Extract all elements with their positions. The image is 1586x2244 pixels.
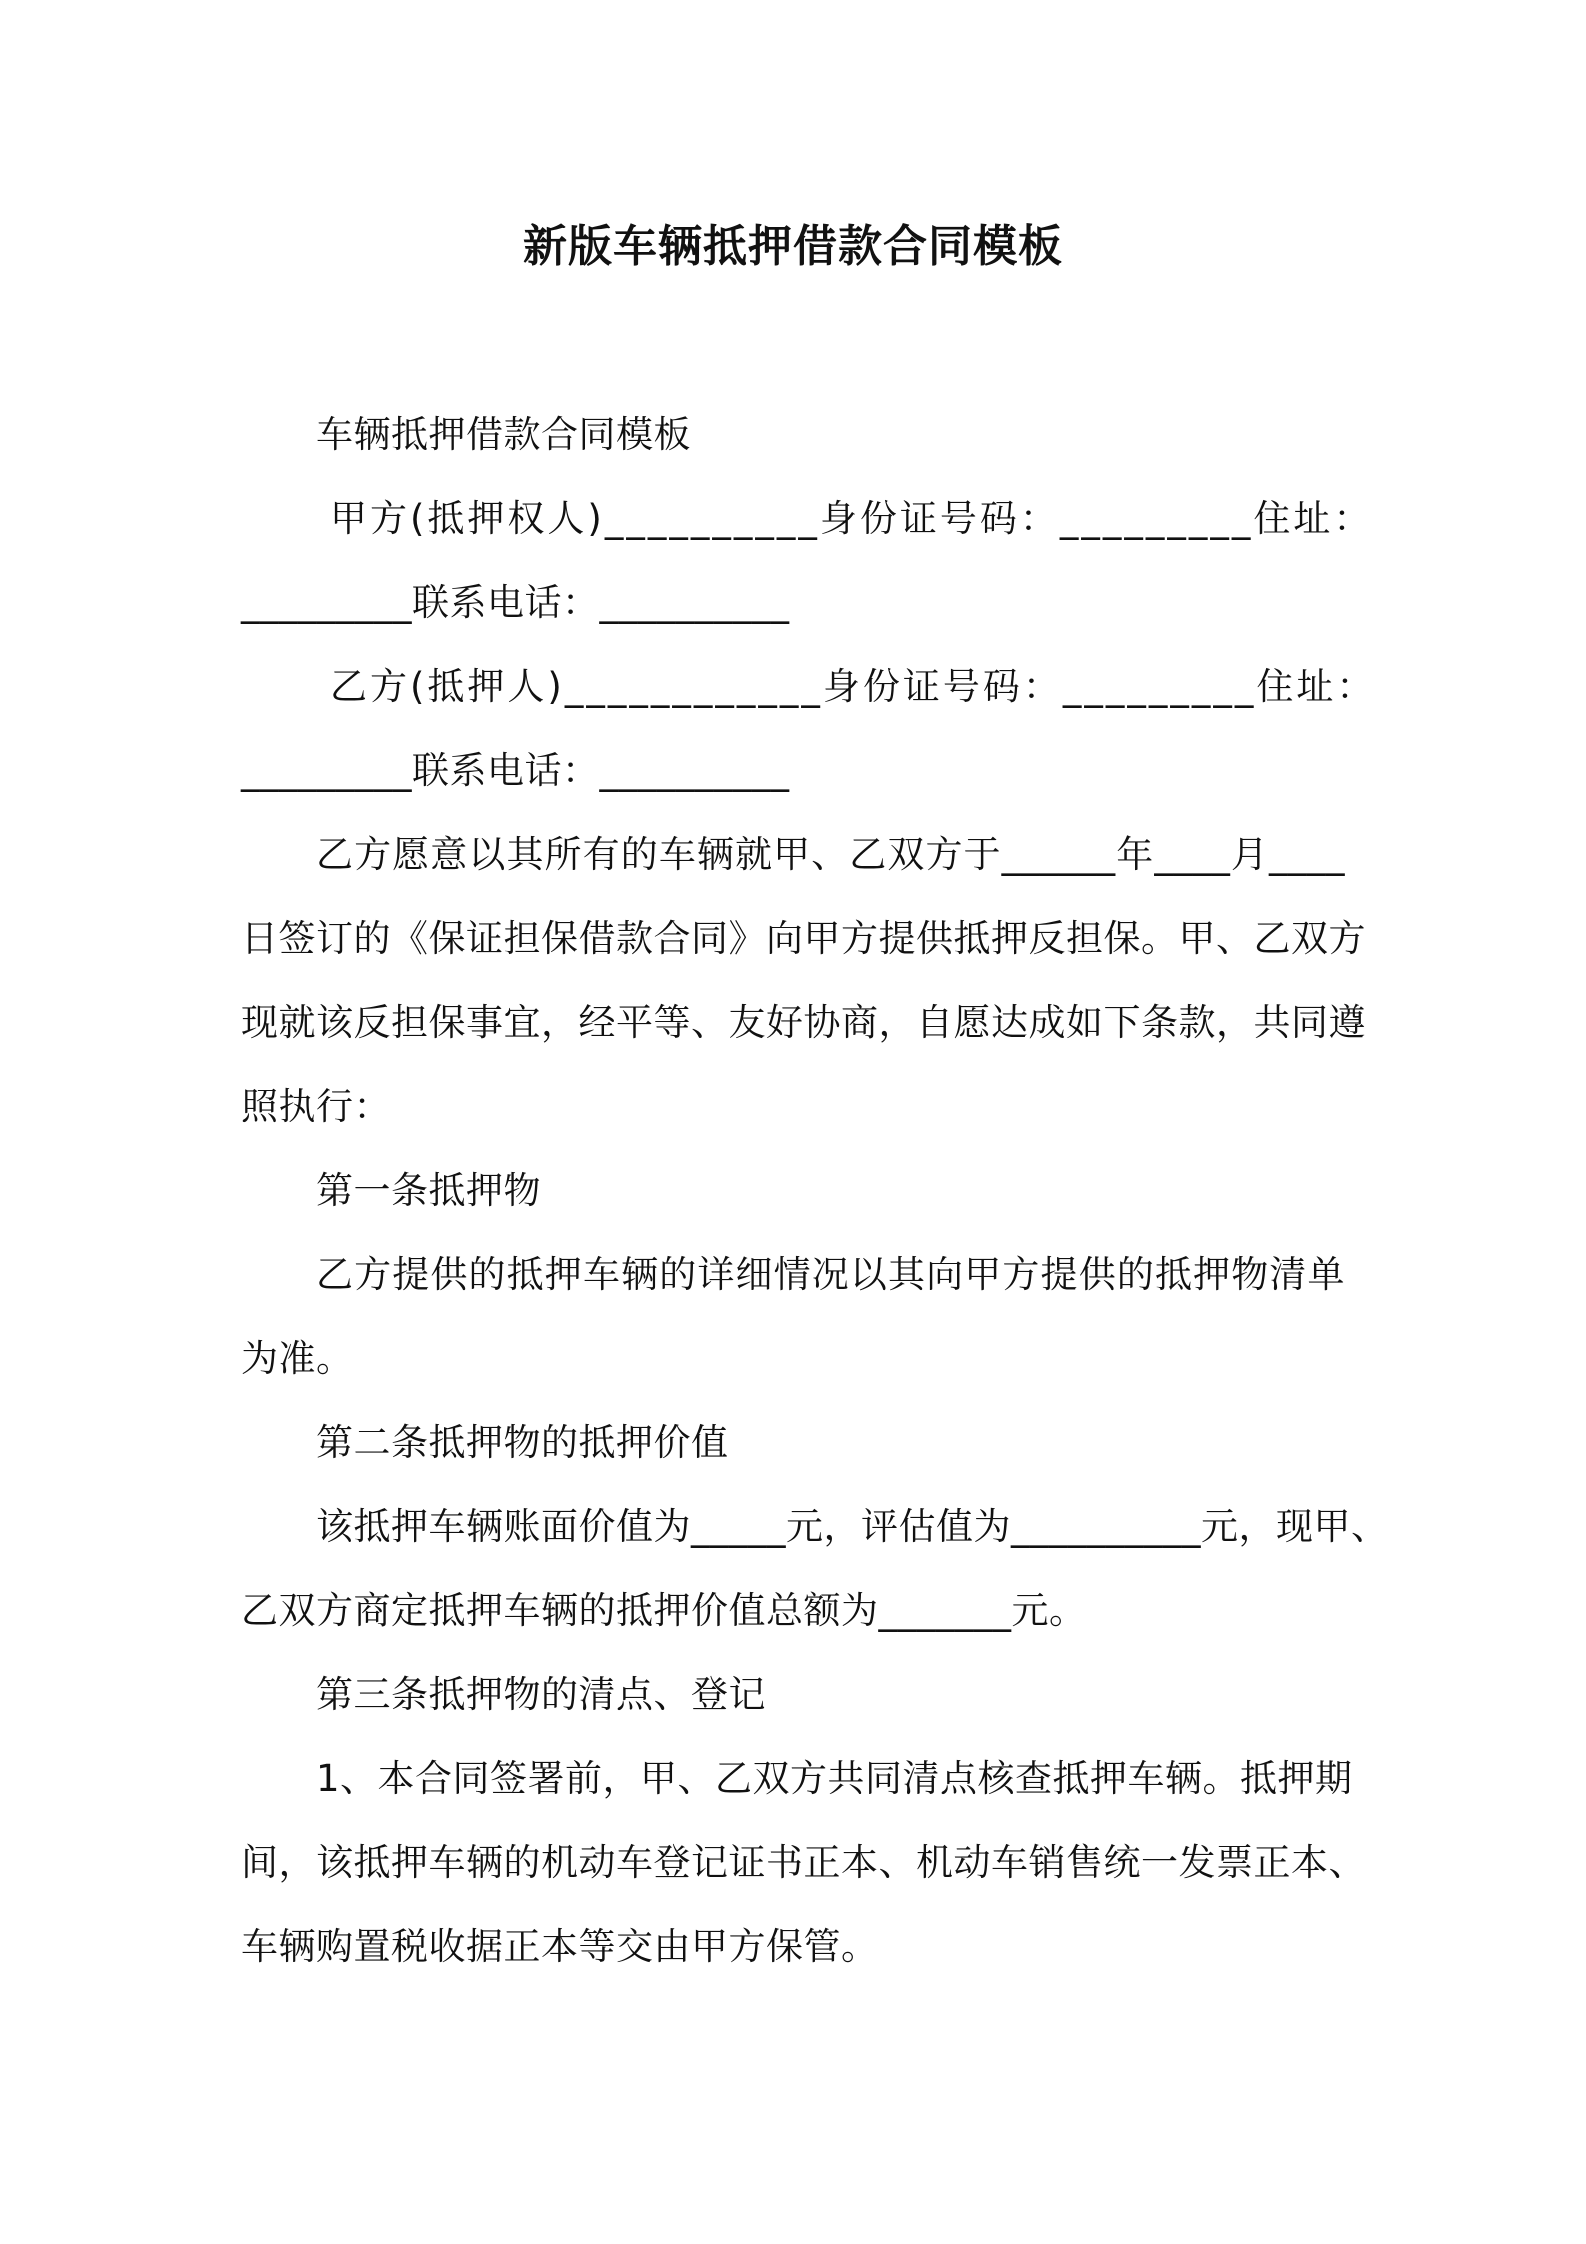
party-b-line: 乙方(抵押人)____________身份证号码：_________住址： <box>330 665 1377 708</box>
paragraph-line: 照执行： <box>241 1085 391 1128</box>
paragraph-line: 乙方提供的抵押车辆的详细情况以其向甲方提供的抵押物清单 <box>316 1253 1345 1296</box>
document-title: 新版车辆抵押借款合同模板 <box>523 221 1063 272</box>
article-heading: 第三条抵押物的清点、登记 <box>316 1673 766 1716</box>
paragraph-line: 该抵押车辆账面价值为_____元，评估值为__________元，现甲、 <box>316 1505 1389 1548</box>
paragraph-line: 日签订的《保证担保借款合同》向甲方提供抵押反担保。甲、乙双方 <box>241 917 1366 960</box>
article-heading: 第二条抵押物的抵押价值 <box>316 1421 729 1464</box>
article-heading: 第一条抵押物 <box>316 1169 541 1212</box>
paragraph-line: 间，该抵押车辆的机动车登记证书正本、机动车销售统一发票正本、 <box>241 1841 1366 1884</box>
party-a-contact-line: _________联系电话：__________ <box>241 581 790 624</box>
party-a-line: 甲方(抵押权人)__________身份证号码：_________住址： <box>330 497 1374 540</box>
subtitle-line: 车辆抵押借款合同模板 <box>316 413 691 456</box>
paragraph-line: 车辆购置税收据正本等交由甲方保管。 <box>241 1925 879 1968</box>
party-b-contact-line: _________联系电话：__________ <box>241 749 790 792</box>
paragraph-line: 1、本合同签署前，甲、乙双方共同清点核查抵押车辆。抵押期 <box>316 1757 1353 1800</box>
paragraph-line: 现就该反担保事宜，经平等、友好协商，自愿达成如下条款，共同遵 <box>241 1001 1366 1044</box>
paragraph-line: 乙双方商定抵押车辆的抵押价值总额为_______元。 <box>241 1589 1087 1632</box>
paragraph-line: 为准。 <box>241 1337 354 1380</box>
paragraph-line: 乙方愿意以其所有的车辆就甲、乙双方于______年____月____ <box>316 833 1345 876</box>
